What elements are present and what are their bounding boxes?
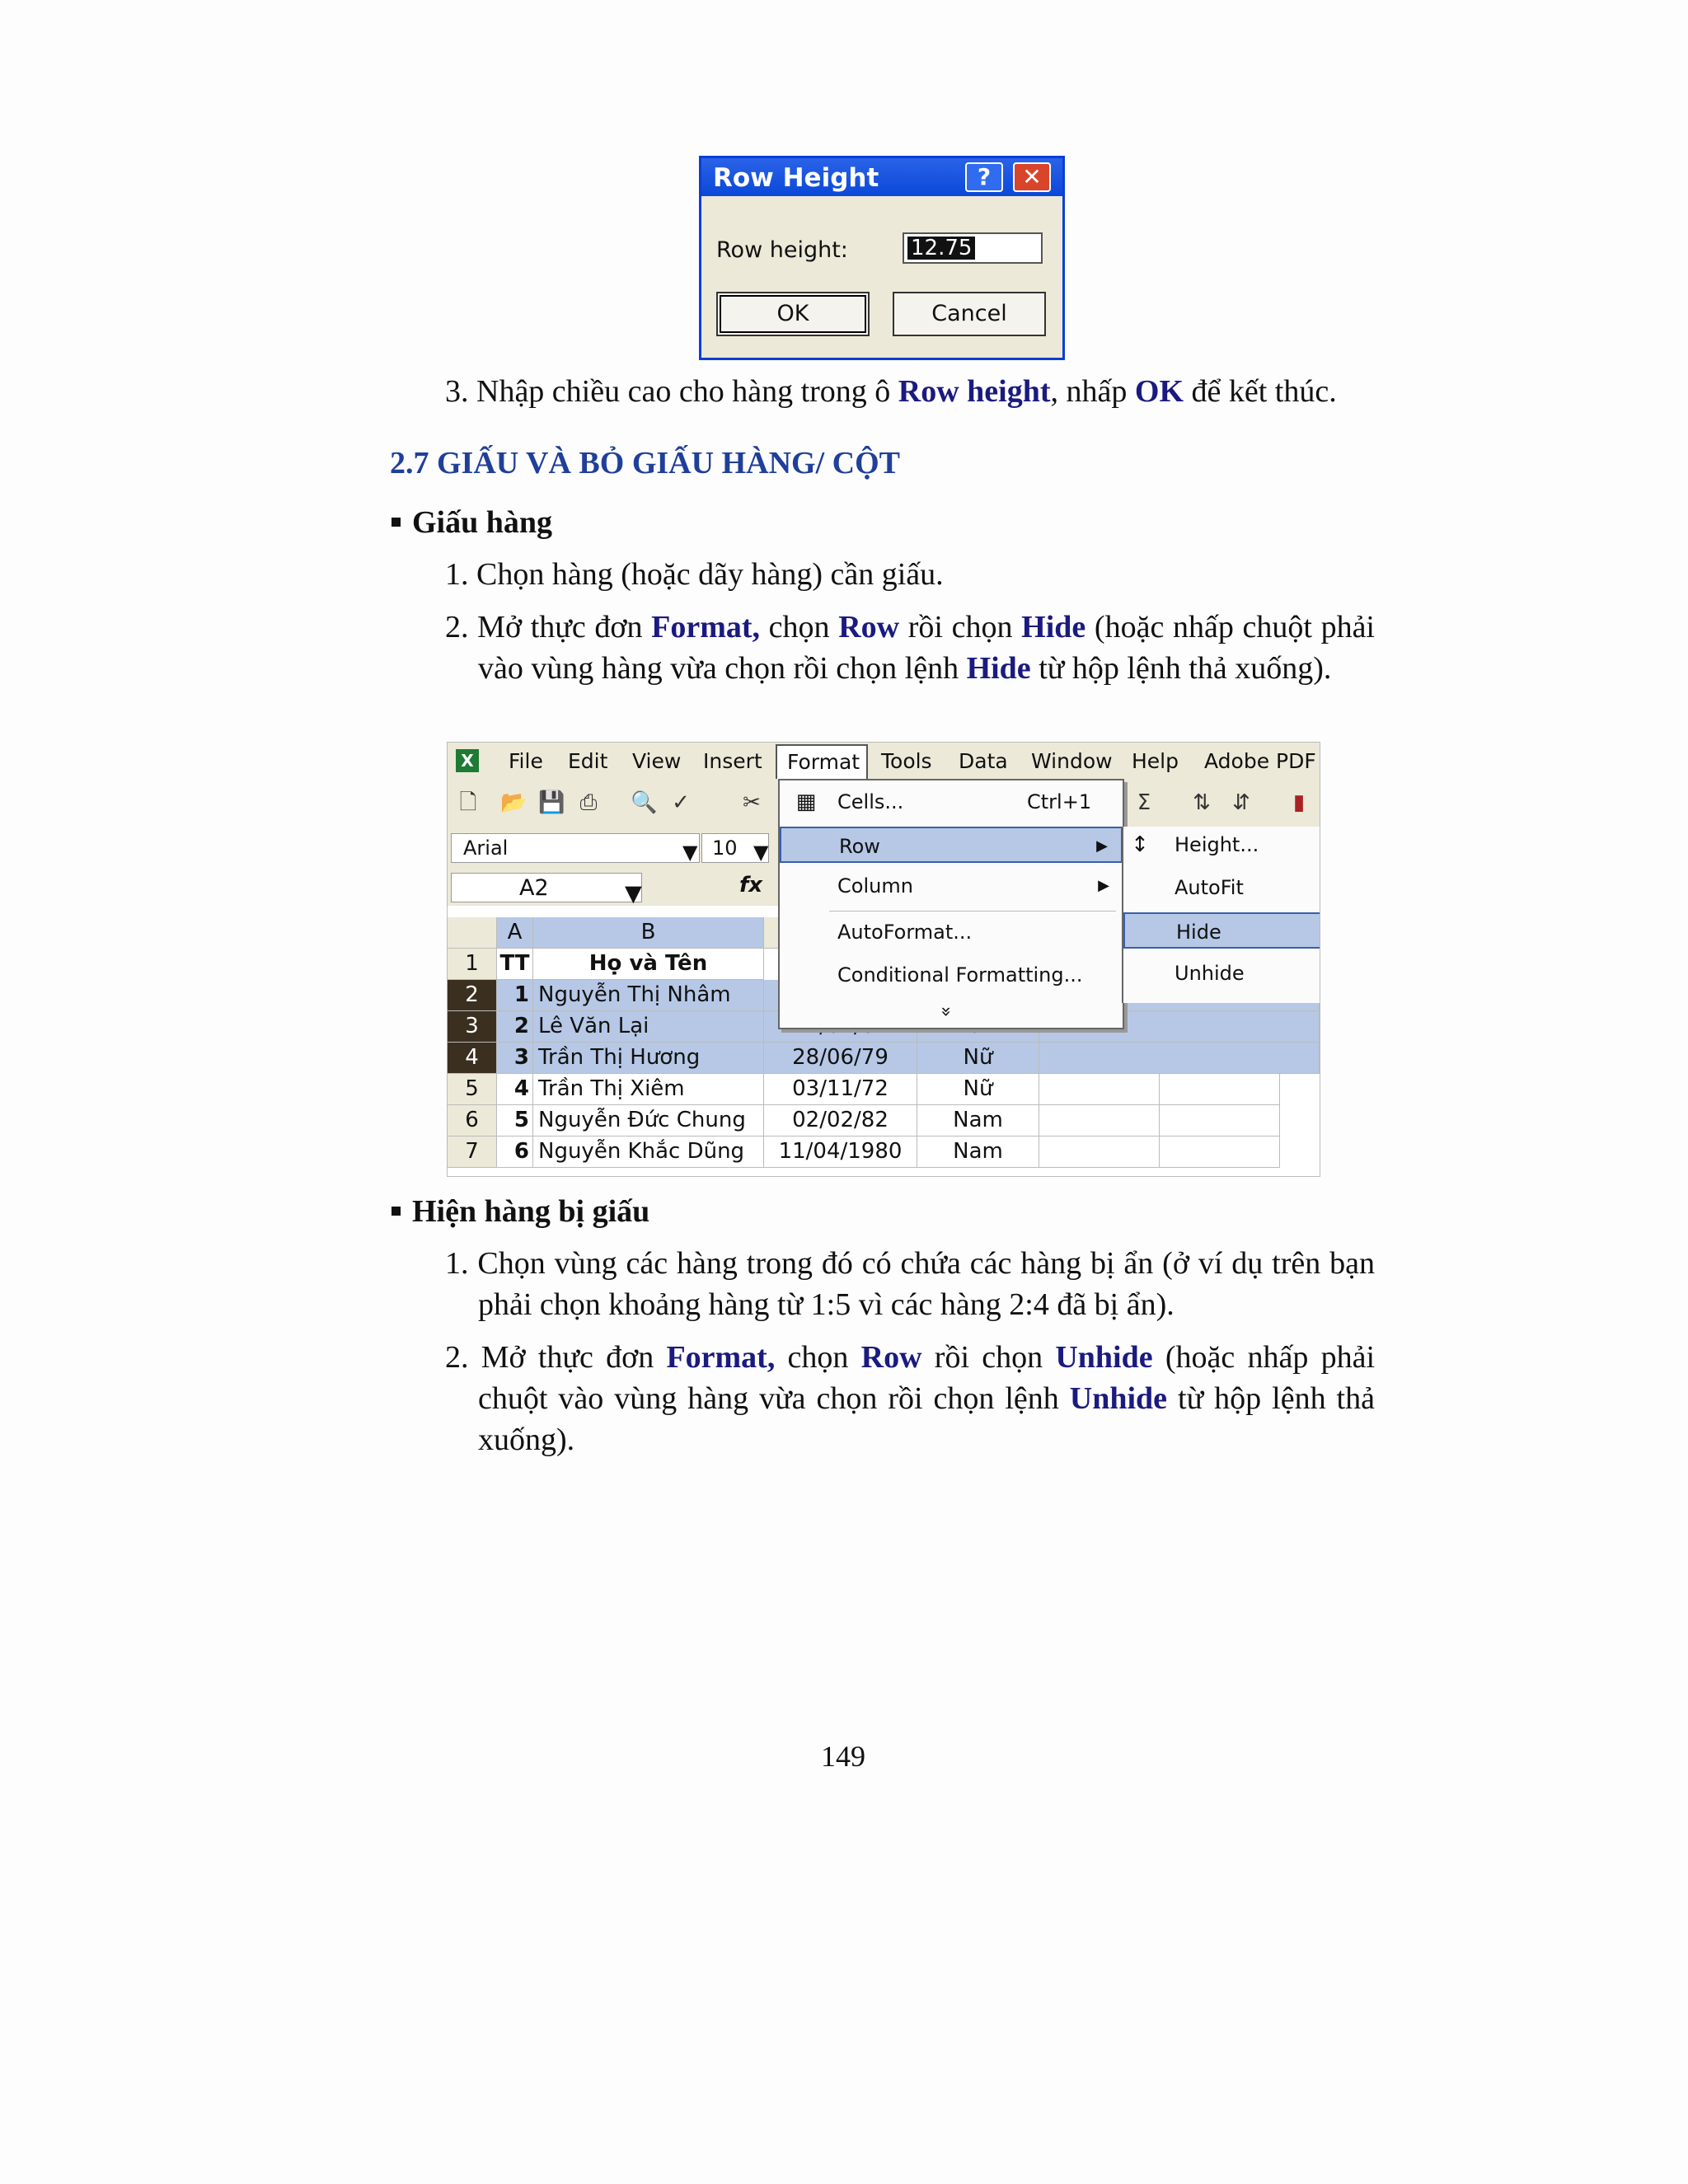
cell-b2[interactable]: Nguyễn Thị Nhâm: [533, 980, 764, 1011]
menu-adobe-pdf[interactable]: Adobe PDF: [1204, 749, 1316, 773]
name-box[interactable]: [451, 873, 642, 907]
row-header[interactable]: 1: [448, 949, 497, 980]
menu-item-label: Cells...: [837, 790, 904, 813]
cell-a7[interactable]: 6: [497, 1137, 533, 1168]
menu-item-autoformat[interactable]: [780, 914, 1123, 950]
menu-item-autofit[interactable]: [1123, 869, 1320, 906]
cell-f6[interactable]: [1160, 1105, 1280, 1137]
ok-button[interactable]: OK: [716, 292, 870, 336]
font-name-value: Arial: [463, 837, 509, 860]
menu-item-row[interactable]: [780, 827, 1123, 863]
menu-item-label: Row: [839, 835, 880, 858]
row-header[interactable]: 4: [448, 1043, 497, 1074]
row-submenu: [1122, 827, 1320, 1003]
text: (hoặc nhấp chuột phải vào vùng hàng vừa chọn rồi chọn lệnh: [478, 610, 1375, 686]
keyword: Row height: [898, 374, 1051, 409]
bullet-icon: [392, 1207, 401, 1216]
hide-step1: 1. Chọn hàng (hoặc dãy hàng) cần giấu.: [445, 557, 944, 592]
chevron-down-icon: ▼: [625, 881, 642, 907]
excel-logo-icon: X: [456, 749, 479, 772]
menu-separator: [829, 911, 1116, 912]
cell-f7[interactable]: [1160, 1137, 1280, 1168]
step3-paragraph: [445, 371, 1376, 412]
cell-e7[interactable]: [1039, 1137, 1160, 1168]
keyword: OK: [1134, 374, 1184, 409]
cell-a3[interactable]: 2: [497, 1011, 533, 1043]
menu-item-label: AutoFit: [1175, 876, 1244, 899]
format-cells-icon: ▦: [795, 790, 817, 814]
keyword: Unhide: [1055, 1340, 1153, 1375]
menu-item-label: Height...: [1175, 833, 1259, 856]
cell-a1[interactable]: TT: [497, 949, 533, 980]
chart-wizard-icon[interactable]: ▮: [1292, 790, 1306, 815]
cell-b5[interactable]: Trần Thị Xiêm: [533, 1074, 764, 1105]
menu-item-column[interactable]: [780, 868, 1123, 904]
sort-ascending-icon[interactable]: ⇅: [1193, 790, 1211, 815]
menu-item-conditional-formatting[interactable]: [780, 957, 1123, 993]
table-row: [448, 1074, 1320, 1105]
text: chọn: [775, 1340, 861, 1375]
row-height-dialog: [699, 156, 1065, 360]
chevron-down-icon: ▼: [753, 841, 769, 864]
text: rồi chọn: [899, 610, 1022, 644]
cell-a2[interactable]: 1: [497, 980, 533, 1011]
row-height-value: 12.75: [907, 237, 975, 260]
subheading-text: Giấu hàng: [412, 505, 553, 540]
keyword: Format,: [651, 610, 761, 644]
keyword: Unhide: [1069, 1381, 1168, 1416]
cell-b6[interactable]: Nguyễn Đức Chung: [533, 1105, 764, 1137]
text: 2. Mở thực đơn: [445, 1340, 667, 1375]
text: rồi chọn: [921, 1340, 1056, 1375]
text: (hoặc nhấp phải chuột vào vùng hàng vừa chọn rồi chọn lệnh: [478, 1340, 1376, 1416]
cell-b4[interactable]: Trần Thị Hương: [533, 1043, 764, 1074]
text: , nhấp: [1050, 374, 1135, 409]
chevron-down-icon: ▼: [682, 841, 698, 864]
menu-item-shortcut: Ctrl+1: [1027, 790, 1092, 813]
page-number: 149: [821, 1740, 865, 1773]
bullet-icon: [392, 518, 401, 527]
menu-item-label: Unhide: [1175, 962, 1245, 985]
cell-d4[interactable]: Nữ: [917, 1043, 1039, 1074]
cell-a4[interactable]: 3: [497, 1043, 533, 1074]
cell-c6[interactable]: 02/02/82: [764, 1105, 917, 1137]
menu-data[interactable]: Data: [959, 749, 1008, 773]
unhide-step2: [445, 1337, 1375, 1460]
cut-icon[interactable]: ✂: [743, 790, 761, 815]
row-height-label: Row height:: [716, 237, 848, 263]
new-icon[interactable]: 🗋: [459, 790, 477, 815]
open-icon[interactable]: 📂: [500, 790, 528, 815]
menu-item-hide[interactable]: [1123, 912, 1320, 949]
row-height-icon: ↕: [1131, 832, 1149, 857]
cell-a6[interactable]: 5: [497, 1105, 533, 1137]
format-menu-dropdown: [778, 779, 1124, 1029]
select-all-corner[interactable]: [448, 917, 497, 949]
menu-item-unhide[interactable]: [1123, 955, 1320, 991]
hide-rows-heading: [392, 504, 552, 541]
text: từ hộp lệnh thả xuống).: [478, 1381, 1375, 1457]
row-header[interactable]: 5: [448, 1074, 497, 1105]
cell-c7[interactable]: 11/04/1980: [764, 1137, 917, 1168]
close-icon[interactable]: ✕: [1013, 162, 1051, 192]
keyword: Hide: [966, 651, 1031, 686]
text: từ hộp lệnh thả xuống).: [1030, 651, 1332, 686]
menu-item-height[interactable]: [1123, 827, 1320, 863]
keyword: Hide: [1021, 610, 1086, 644]
menu-window[interactable]: Window: [1031, 749, 1113, 773]
excel-screenshot: [447, 742, 1320, 1177]
function-icon[interactable]: fx: [739, 873, 763, 898]
menu-help[interactable]: Help: [1132, 749, 1179, 773]
row-header[interactable]: 6: [448, 1105, 497, 1137]
menu-insert[interactable]: Insert: [703, 749, 762, 773]
row-height-input[interactable]: [903, 232, 1043, 264]
font-name-select[interactable]: [451, 833, 700, 863]
unhide-rows-heading: [392, 1193, 649, 1230]
row-header[interactable]: 7: [448, 1137, 497, 1168]
dialog-title: Row Height: [713, 163, 879, 193]
cancel-button[interactable]: Cancel: [893, 292, 1046, 336]
expand-menu-icon[interactable]: »: [935, 1005, 957, 1018]
save-icon[interactable]: 💾: [538, 790, 565, 815]
font-size-value: 10: [712, 837, 738, 860]
menu-item-label: Column: [837, 874, 913, 898]
table-row: [448, 1105, 1320, 1137]
menu-item-cells[interactable]: [780, 784, 1123, 820]
menu-item-label: Conditional Formatting...: [837, 963, 1083, 987]
hide-step2: [445, 607, 1375, 689]
table-row: [448, 1137, 1320, 1168]
keyword: Row: [838, 610, 900, 644]
text: 2. Mở thực đơn: [445, 610, 652, 644]
submenu-arrow-icon: ▶: [1096, 837, 1108, 855]
row-header[interactable]: 2: [448, 980, 497, 1011]
keyword: Row: [860, 1340, 922, 1375]
table-row: [448, 1043, 1320, 1074]
cell-d6[interactable]: Nam: [917, 1105, 1039, 1137]
row-header[interactable]: 3: [448, 1011, 497, 1043]
menu-format-label: Format: [787, 750, 860, 774]
sort-descending-icon[interactable]: ⇵: [1232, 790, 1250, 815]
menu-item-label: Hide: [1176, 921, 1221, 944]
name-box-value: A2: [519, 875, 549, 901]
menu-item-label: AutoFormat...: [837, 921, 973, 944]
cell-d5[interactable]: Nữ: [917, 1074, 1039, 1105]
text: chọn: [760, 610, 839, 644]
cell-e6[interactable]: [1039, 1105, 1160, 1137]
spelling-icon[interactable]: ✓: [672, 790, 690, 815]
cell-c4[interactable]: 28/06/79: [764, 1043, 917, 1074]
menu-view[interactable]: View: [632, 749, 682, 773]
selected-row-rest: [1039, 1043, 1320, 1074]
autosum-icon[interactable]: Σ: [1137, 790, 1151, 815]
cell-b7[interactable]: Nguyễn Khắc Dũng: [533, 1137, 764, 1168]
menu-bar: [448, 743, 1320, 781]
menu-edit[interactable]: Edit: [568, 749, 608, 773]
cell-a5[interactable]: 4: [497, 1074, 533, 1105]
cell-e5[interactable]: [1039, 1074, 1160, 1105]
text: 3. Nhập chiều cao cho hàng trong ô: [445, 374, 898, 409]
menu-tools[interactable]: Tools: [881, 749, 932, 773]
cell-f5[interactable]: [1160, 1074, 1280, 1105]
subheading-text: Hiện hàng bị giấu: [412, 1194, 650, 1229]
menu-format[interactable]: [776, 744, 868, 779]
cell-b3[interactable]: Lê Văn Lại: [533, 1011, 764, 1043]
submenu-arrow-icon: ▶: [1098, 877, 1109, 894]
permission-icon[interactable]: ⎙: [579, 790, 598, 815]
cell-b1[interactable]: Họ và Tên: [533, 949, 764, 980]
print-preview-icon[interactable]: 🔍: [631, 790, 658, 815]
text: để kết thúc.: [1184, 374, 1337, 409]
cell-d7[interactable]: Nam: [917, 1137, 1039, 1168]
unhide-step1: 1. Chọn vùng các hàng trong đó có chứa các hàng bị ẩn (ở ví dụ trên bạn phải chọn khoảng hàng từ 1:5 vì các hàng 2:4 đã bị ẩn).: [445, 1246, 1375, 1322]
font-size-select[interactable]: [701, 833, 769, 863]
dialog-titlebar: [701, 158, 1062, 196]
column-header-b[interactable]: B: [533, 917, 764, 949]
cell-c5[interactable]: 03/11/72: [764, 1074, 917, 1105]
menu-file[interactable]: File: [509, 749, 543, 773]
section-heading: 2.7 GIẤU VÀ BỎ GIẤU HÀNG/ CỘT: [390, 446, 900, 480]
column-header-a[interactable]: A: [497, 917, 533, 949]
keyword: Format,: [666, 1340, 776, 1375]
help-icon[interactable]: ?: [965, 162, 1003, 192]
